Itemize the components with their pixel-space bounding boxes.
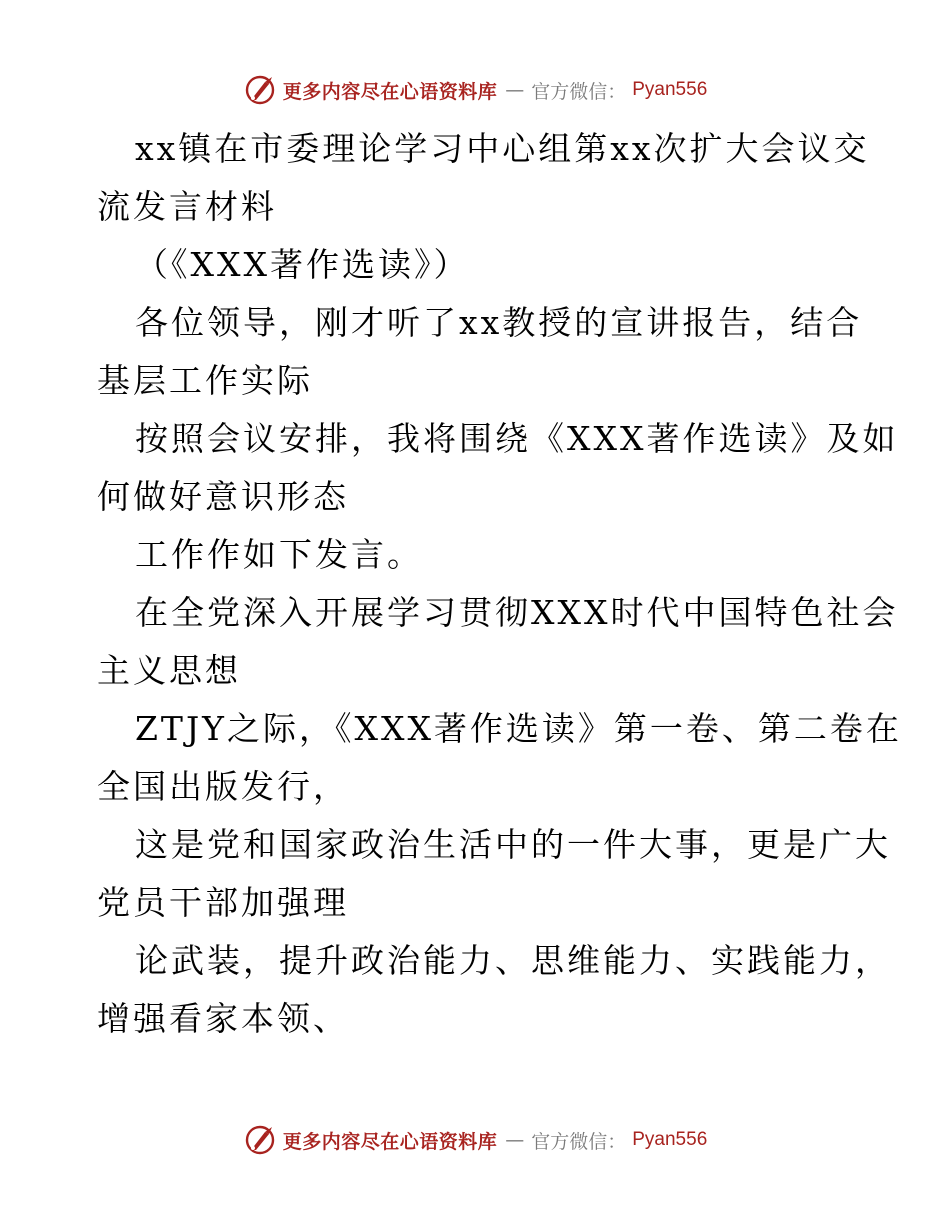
header-banner[interactable] [0,70,950,110]
body-line-6: 在全党深入开展学习贯彻XXX时代中国特色社会 [135,593,899,632]
body-line-1: 各位领导，刚才听了xx教授的宣讲报告，结合 [135,303,863,342]
body-line-5: 工作作如下发言。 [135,535,423,574]
body-line-8: ZTJY之际，《XXX著作选读》第一卷、第二卷在 [135,709,902,748]
body-line-13: 增强看家本领、 [97,999,349,1038]
document-body [97,120,902,1048]
footer-banner[interactable] [0,1120,950,1160]
body-line-11: 党员干部加强理 [97,883,349,922]
body-line-2: 基层工作实际 [97,361,313,400]
quill-pen-logo-icon [243,1123,277,1157]
quill-pen-logo-icon [243,73,277,107]
footer-banner-wechat-id: Pyan556 [632,1129,708,1150]
header-banner-text: 更多内容尽在心语资料库 [282,80,498,103]
body-line-12: 论武装，提升政治能力、思维能力、实践能力， [135,941,891,980]
footer-banner-dash: — [505,1129,524,1151]
title-line-1: xx镇在市委理论学习中心组第xx次扩大会议交 [135,129,870,168]
body-line-9: 全国出版发行， [97,767,349,806]
header-banner-wechat-id: Pyan556 [632,79,708,100]
header-banner-label: 官方微信： [531,80,627,103]
footer-banner-text: 更多内容尽在心语资料库 [282,1130,498,1153]
footer-banner-content [243,1123,708,1157]
body-line-3: 按照会议安排，我将围绕《XXX著作选读》及如 [135,419,899,458]
title-line-2: 流发言材料 [97,187,277,226]
body-line-4: 何做好意识形态 [97,477,349,516]
header-banner-content [243,73,708,107]
subtitle-line: （《XXX著作选读》） [135,245,470,284]
header-banner-dash: — [505,79,524,101]
body-line-10: 这是党和国家政治生活中的一件大事，更是广大 [135,825,891,864]
body-line-7: 主义思想 [97,651,241,690]
footer-banner-label: 官方微信： [531,1130,627,1153]
